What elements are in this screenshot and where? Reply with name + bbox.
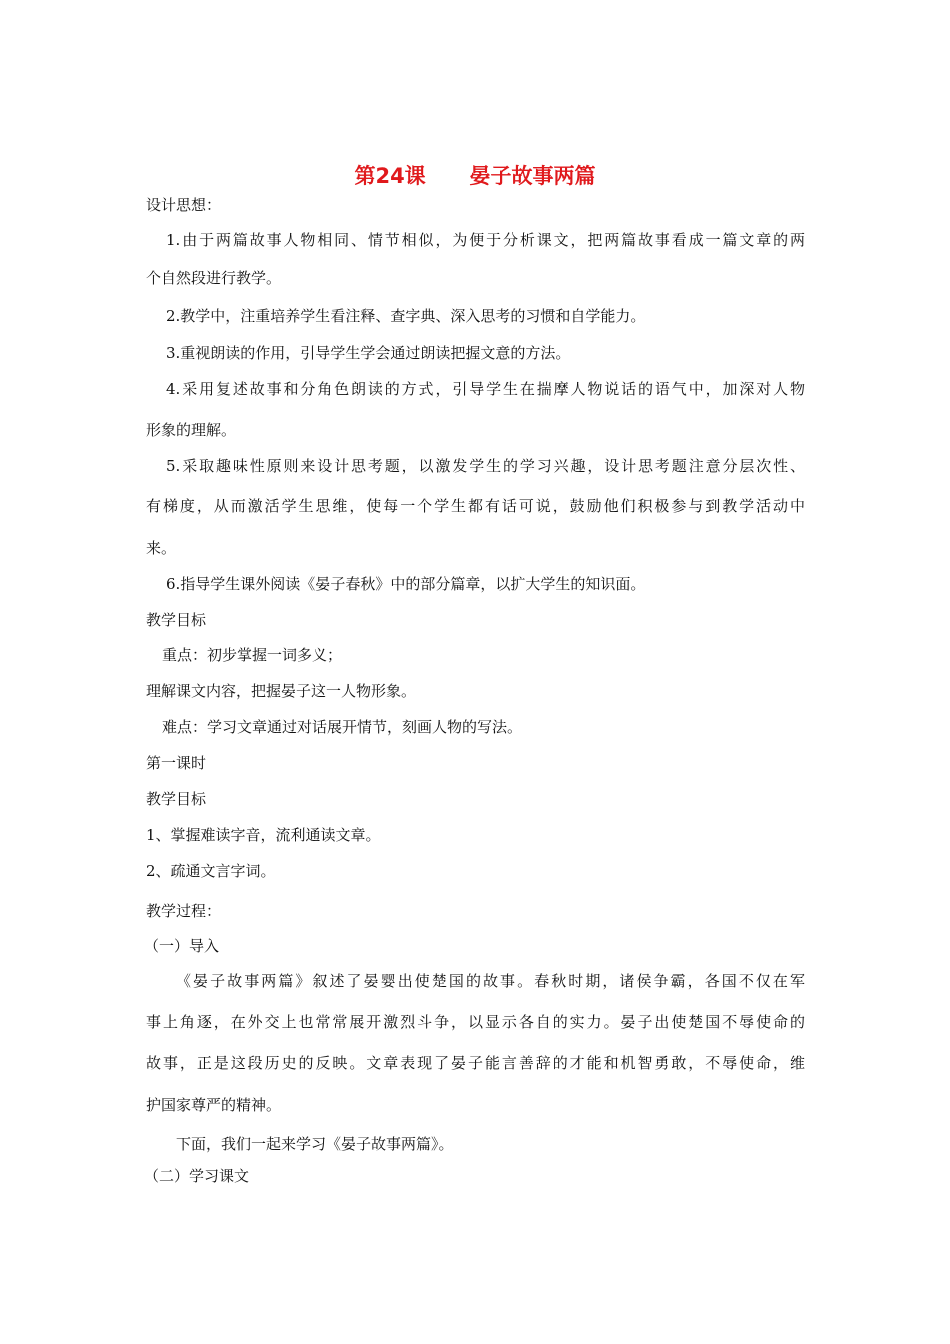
paragraph-line: 护国家尊严的精神。 bbox=[146, 1096, 282, 1114]
lesson-title: 第24课 晏子故事两篇 bbox=[354, 164, 596, 188]
paragraph-line: 《晏子故事两篇》叙述了晏婴出使楚国的故事。春秋时期，诸侯争霸，各国不仅在军 bbox=[176, 972, 805, 990]
section-heading-goals: 教学目标 bbox=[146, 790, 207, 808]
paragraph-line: 重点：初步掌握一词多义； bbox=[162, 646, 343, 664]
section-heading-period: 第一课时 bbox=[146, 754, 207, 772]
paragraph-line: 难点：学习文章通过对话展开情节，刻画人物的写法。 bbox=[162, 718, 523, 736]
list-item: 1、掌握难读字音，流利通读文章。 bbox=[146, 826, 381, 844]
subsection-heading: （二）学习课文 bbox=[144, 1167, 250, 1185]
paragraph-line: 下面，我们一起来学习《晏子故事两篇》。 bbox=[176, 1135, 454, 1153]
section-heading-goals: 教学目标 bbox=[146, 611, 207, 629]
paragraph-line: 个自然段进行教学。 bbox=[146, 269, 282, 287]
paragraph-line: 3.重视朗读的作用，引导学生学会通过朗读把握文意的方法。 bbox=[166, 344, 571, 362]
list-item: 2、疏通文言字词。 bbox=[146, 862, 276, 880]
paragraph-line: 6.指导学生课外阅读《晏子春秋》中的部分篇章，以扩大学生的知识面。 bbox=[166, 575, 646, 593]
paragraph-line: 事上角逐，在外交上也常常展开激烈斗争，以显示各自的实力。晏子出使楚国不辱使命的 bbox=[146, 1013, 805, 1031]
subsection-heading: （一）导入 bbox=[144, 937, 220, 955]
paragraph-line: 故事，正是这段历史的反映。文章表现了晏子能言善辞的才能和机智勇敢，不辱使命，维 bbox=[146, 1054, 805, 1072]
paragraph-line: 理解课文内容，把握晏子这一人物形象。 bbox=[146, 682, 417, 700]
paragraph-line: 4.采用复述故事和分角色朗读的方式，引导学生在揣摩人物说话的语气中，加深对人物 bbox=[166, 380, 805, 398]
section-heading-process: 教学过程： bbox=[146, 902, 222, 920]
paragraph-line: 5.采取趣味性原则来设计思考题，以激发学生的学习兴趣，设计思考题注意分层次性、 bbox=[166, 457, 805, 475]
paragraph-line: 有梯度，从而激活学生思维，使每一个学生都有话可说，鼓励他们积极参与到教学活动中 bbox=[146, 497, 805, 515]
paragraph-line: 1.由于两篇故事人物相同、情节相似，为便于分析课文，把两篇故事看成一篇文章的两 bbox=[166, 231, 805, 249]
section-heading-design: 设计思想： bbox=[146, 196, 222, 214]
paragraph-line: 形象的理解。 bbox=[146, 421, 237, 439]
paragraph-line: 2.教学中，注重培养学生看注释、查字典、深入思考的习惯和自学能力。 bbox=[166, 307, 646, 325]
paragraph-line: 来。 bbox=[146, 539, 177, 557]
